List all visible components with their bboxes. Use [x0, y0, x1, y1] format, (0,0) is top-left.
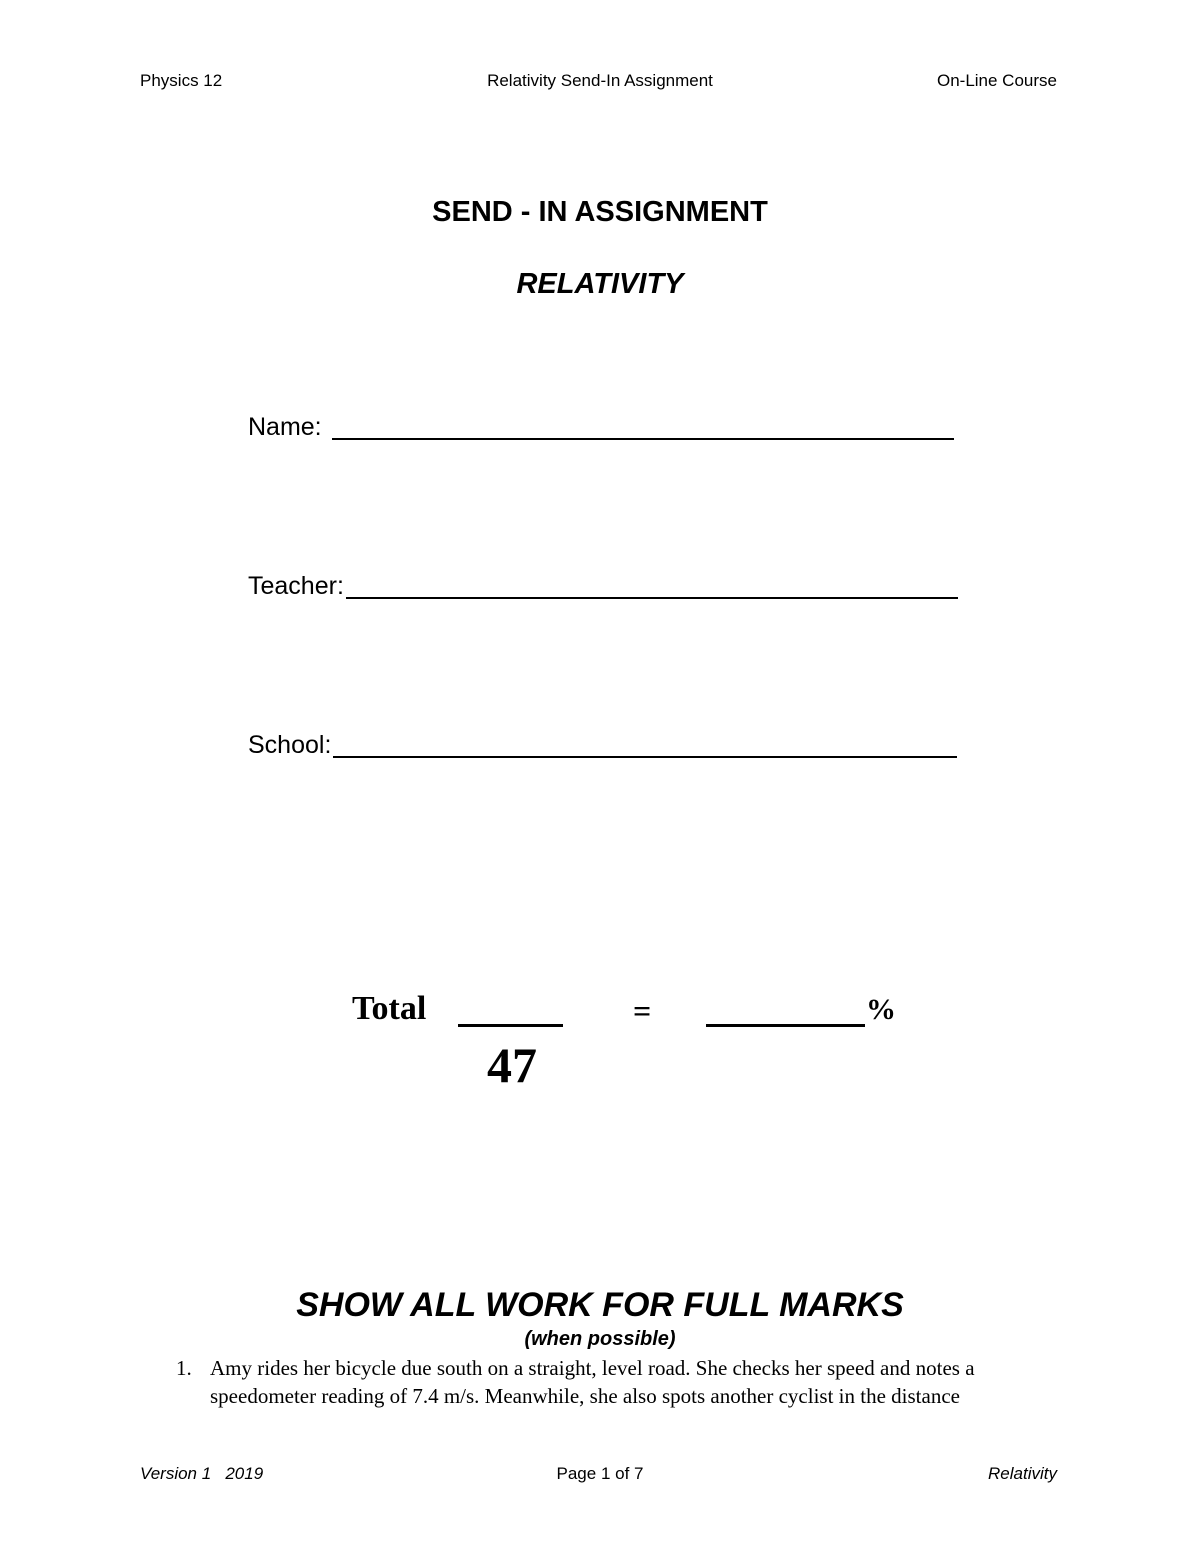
footer-version-text: Version 1 2019 [140, 1464, 264, 1483]
school-field [248, 726, 957, 760]
page-title: SEND - IN ASSIGNMENT [432, 196, 768, 228]
percent-blank-line [706, 1024, 865, 1027]
school-blank-line [333, 756, 957, 758]
header-assignment-title: Relativity Send-In Assignment [487, 71, 713, 90]
score-blank-line [458, 1024, 563, 1027]
teacher-field [248, 567, 958, 601]
question-1-text-line-2: speedometer reading of 7.4 m/s. Meanwhile, she also spots another cyclist in the distance [210, 1384, 960, 1408]
percent-sign: % [866, 993, 896, 1026]
footer-page-number: Page 1 of 7 [556, 1464, 644, 1483]
name-field [248, 408, 954, 442]
name-blank-line [332, 438, 954, 440]
equals-sign: = [633, 993, 652, 1029]
header-course-type: On-Line Course [936, 71, 1057, 90]
footer-topic: Relativity [988, 1464, 1057, 1483]
name-label: Name: [248, 413, 322, 441]
teacher-label: Teacher: [248, 572, 344, 600]
question-1-text-line-1: Amy rides her bicycle due south on a straight, level road. She checks her speed and notes a [210, 1356, 975, 1380]
question-1-number: 1. [176, 1356, 192, 1380]
instruction-subheading: (when possible) [524, 1328, 676, 1350]
total-marks-denominator: 47 [487, 1037, 537, 1093]
page-subtitle: RELATIVITY [516, 268, 684, 300]
instruction-heading: SHOW ALL WORK FOR FULL MARKS [296, 1286, 904, 1324]
school-label: School: [248, 731, 332, 759]
total-label: Total [352, 990, 427, 1027]
header-course: Physics 12 [140, 71, 223, 90]
teacher-blank-line [346, 597, 958, 599]
